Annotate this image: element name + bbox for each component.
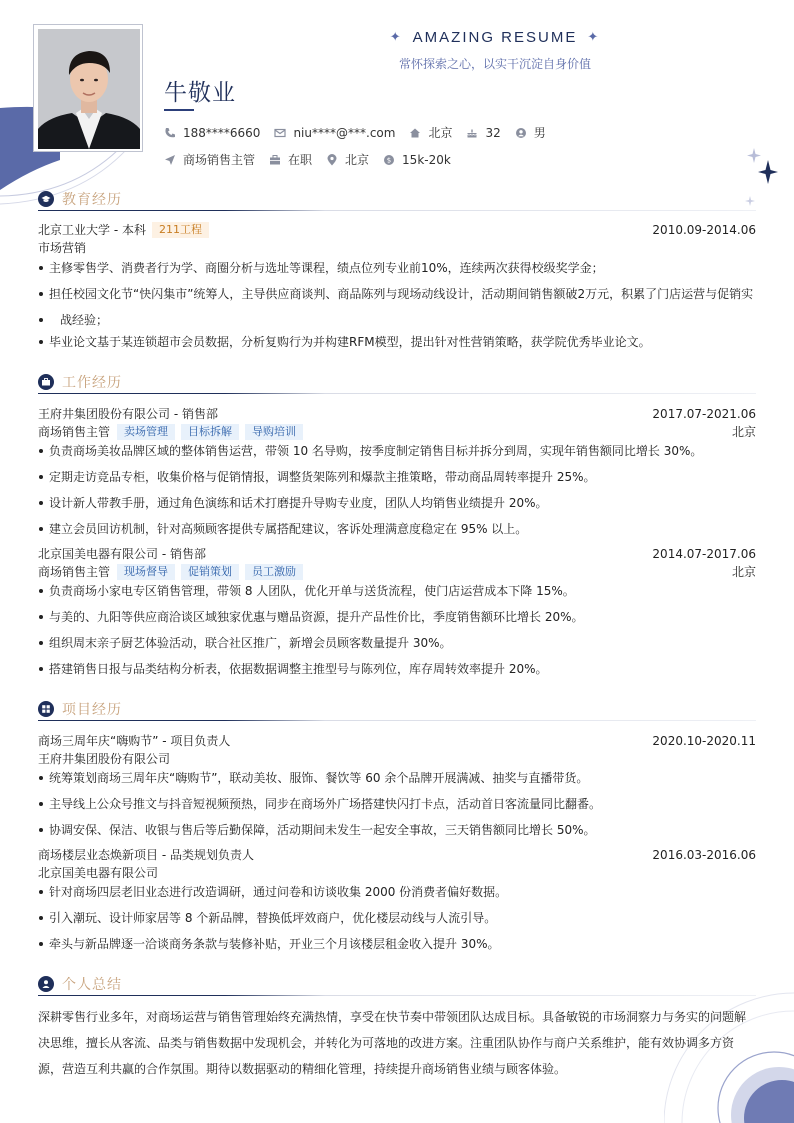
list-item: 搭建销售日报与品类结构分析表，依据数据调整主推型号与陈列位，库存周转效率提升 20%。: [38, 656, 756, 682]
location-pin-icon: [326, 154, 338, 166]
phone-icon: [164, 127, 176, 139]
graduation-cap-icon: [38, 191, 54, 207]
section-summary-header: [38, 974, 756, 996]
brand-subtitle: 常怀探索之心，以实干沉淀自身价值: [398, 56, 591, 71]
salary-item: [383, 153, 451, 167]
target-job-text: 商场销售主管: [183, 153, 256, 167]
list-item: 负责商场小家电专区销售管理，带领 8 人团队，优化开单与送货流程，使门店运营成本下降 15%。: [38, 578, 756, 604]
list-item: 引入潮玩、设计师家居等 8 个新品牌，替换低坪效商户，优化楼层动线与人流引导。: [38, 905, 756, 931]
target-city-text: 北京: [345, 153, 370, 167]
email-item: [274, 126, 395, 140]
education-major-row: [38, 239, 756, 256]
skill-tag: 促销策划: [181, 564, 239, 580]
section-work-header: [38, 372, 756, 394]
school-tag: 211工程: [152, 222, 209, 238]
brand-title: AMAZING RESUME: [412, 28, 578, 46]
star-icon: ✦: [587, 29, 601, 44]
project-name-role: 商场三周年庆“嗨购节” - 项目负责人: [38, 734, 231, 748]
brand-header: [330, 26, 660, 72]
email-text: niu****@***.com: [293, 125, 396, 140]
education-bullets: [38, 255, 756, 333]
list-item: 担任校园文化节“快闪集市”统筹人，主导供应商谈判、商品陈列与现场动线设计，活动期间销售额破2万元，积累了门店运营与促销实: [38, 281, 756, 307]
education-period: 2010.09-2014.06: [652, 222, 756, 237]
list-item: 毕业论文基于某连锁超市会员数据，分析复购行为并构建RFM模型，提出针对性营销策略，获学院优秀毕业论文。: [38, 329, 756, 355]
gender-item: [515, 124, 546, 141]
section-title: 项目经历: [62, 702, 122, 718]
age-item: [466, 126, 500, 140]
skill-tag: 员工激励: [245, 564, 303, 580]
phone-item: [164, 126, 260, 140]
list-item: 设计新人带教手册，通过角色演练和话术打磨提升导购专业度，团队人均销售业绩提升 20%。: [38, 490, 756, 516]
section-divider: [38, 210, 756, 211]
school-degree: 北京工业大学 - 本科: [38, 223, 146, 237]
project-bullets: [38, 765, 756, 843]
work-city: 北京: [731, 425, 756, 439]
work-bullets: [38, 438, 756, 542]
project-name-role: 商场楼层业态焕新项目 - 品类规划负责人: [38, 848, 254, 862]
list-item: 牵头与新品牌逐一洽谈商务条款与装修补贴，开业三个月该楼层租金收入提升 30%。: [38, 931, 756, 957]
briefcase-icon: [38, 374, 54, 390]
phone-text: 188****6660: [183, 125, 261, 140]
location-item: [409, 124, 452, 141]
user-icon: [38, 976, 54, 992]
status-text: 在职: [288, 153, 313, 167]
profile-photo-frame: [33, 24, 143, 152]
work-position: 商场销售主管: [38, 565, 111, 579]
list-item: 主修零售学、消费者行为学、商圈分析与选址等课程，绩点位列专业前10%，连续两次获得校级奖学金；: [38, 255, 756, 281]
work-position: 商场销售主管: [38, 425, 111, 439]
project-company: 北京国美电器有限公司: [38, 866, 159, 880]
project-period: 2020.10-2020.11: [652, 733, 756, 748]
mail-icon: [274, 127, 286, 139]
person-icon: [515, 127, 527, 139]
location-text: 北京: [428, 126, 453, 140]
salary-text: 15k-20k: [402, 152, 451, 167]
section-title: 个人总结: [62, 977, 122, 993]
work-header-row: [38, 405, 756, 422]
target-city-item: [326, 151, 369, 168]
money-icon: [383, 154, 395, 166]
section-divider: [38, 995, 756, 996]
section-education-header: [38, 189, 756, 211]
list-item: 统筹策划商场三周年庆“嗨购节”，联动美妆、服饰、餐饮等 60 余个品牌开展满减、抽奖与直播带货。: [38, 765, 756, 791]
name-underline: [164, 109, 194, 111]
age-text: 32: [485, 125, 501, 140]
list-item: 主导线上公众号推文与抖音短视频预热，同步在商场外广场搭建快闪打卡点，活动首日客流量同比翻番。: [38, 791, 756, 817]
list-item: 协调安保、保洁、收银与售后等后勤保障，活动期间未发生一起安全事故，三天销售额同比增长 50%。: [38, 817, 756, 843]
list-item: 负责商场美妆品牌区域的整体销售运营，带领 10 名导购，按季度制定销售目标并拆分到周，实现年销售额同比增长 30%。: [38, 438, 756, 464]
education-bullets-tail: [38, 329, 756, 355]
briefcase-icon: [269, 154, 281, 166]
section-title: 工作经历: [62, 375, 122, 391]
skill-tag: 导购培训: [245, 424, 303, 440]
section-title: 教育经历: [62, 192, 122, 208]
home-icon: [409, 127, 421, 139]
grid-icon: [38, 701, 54, 717]
work-period: 2014.07-2017.06: [652, 546, 756, 561]
list-item: 针对商场四层老旧业态进行改造调研，通过问卷和访谈收集 2000 份消费者偏好数据。: [38, 879, 756, 905]
work-city: 北京: [731, 565, 756, 579]
work-period: 2017.07-2021.06: [652, 406, 756, 421]
skill-tag: 目标拆解: [181, 424, 239, 440]
project-bullets: [38, 879, 756, 957]
section-projects-header: [38, 699, 756, 721]
summary-text: 深耕零售行业多年，对商场运营与销售管理始终充满热情，享受在快节奏中带领团队达成目标。具备敏锐的市场洞察力与务实的问题解决思维，擅长从客流、品类与销售数据中发现机会，并转化为可落地的改进方案。注重团队协作与商户关系维护，能有效协调多方资源，营造互利共赢的合作氛围。期待以数据驱动的精细化管理，持续提升商场销售业绩与顾客体验。: [38, 1010, 747, 1076]
project-header-row: [38, 732, 756, 749]
skill-tag: 现场督导: [117, 564, 175, 580]
list-item: 战经验；: [38, 307, 756, 333]
project-period: 2016.03-2016.06: [652, 847, 756, 862]
project-company: 王府井集团股份有限公司: [38, 752, 171, 766]
svg-text:$: $: [386, 156, 392, 165]
work-header-row: [38, 545, 756, 562]
job-intent-row: [164, 151, 465, 168]
list-item: 建立会员回访机制，针对高频顾客提供专属搭配建议，客诉处理满意度稳定在 95% 以上。: [38, 516, 756, 542]
skill-tag: 卖场管理: [117, 424, 175, 440]
status-item: [269, 151, 312, 168]
contact-row: [164, 124, 560, 141]
candidate-name: 牛敬业: [164, 80, 236, 106]
work-bullets: [38, 578, 756, 682]
list-item: 组织周末亲子厨艺体验活动，联合社区推广，新增会员顾客数量提升 30%。: [38, 630, 756, 656]
work-company-dept: 北京国美电器有限公司 - 销售部: [38, 547, 206, 561]
education-major: 市场营销: [38, 241, 87, 255]
send-icon: [164, 154, 176, 166]
list-item: 与美的、九阳等供应商洽谈区域独家优惠与赠品资源，提升产品性价比，季度销售额环比增长 20%。: [38, 604, 756, 630]
list-item: 定期走访竞品专柜，收集价格与促销情报，调整货架陈列和爆款主推策略，带动商品周转率提升 25%。: [38, 464, 756, 490]
target-job-item: [164, 151, 255, 168]
profile-photo: [38, 29, 140, 149]
gender-text: 男: [533, 126, 546, 140]
work-company-dept: 王府井集团股份有限公司 - 销售部: [38, 407, 218, 421]
section-divider: [38, 393, 756, 394]
star-icon: ✦: [389, 29, 403, 44]
section-divider: [38, 720, 756, 721]
project-header-row: [38, 846, 756, 863]
education-header-row: [38, 221, 756, 238]
cake-icon: [466, 127, 478, 139]
